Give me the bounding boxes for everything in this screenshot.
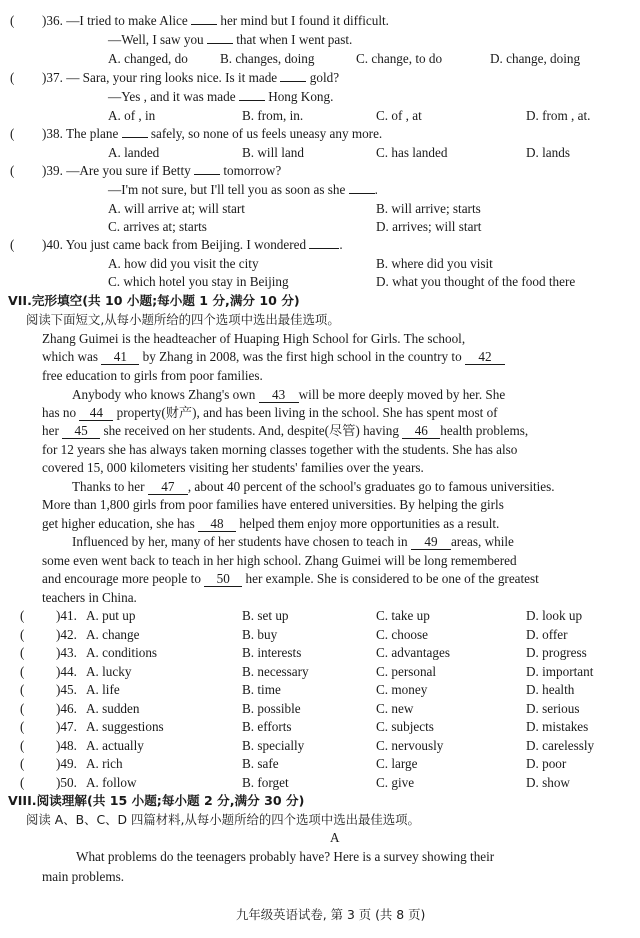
section-instruction: 阅读下面短文,从每小题所给的四个选项中选出最佳选项。 — [26, 312, 340, 327]
answer-paren: ( — [10, 163, 15, 178]
option: B. changes, doing — [220, 51, 315, 66]
answer-paren: ( — [20, 701, 25, 716]
passage-line: some even went back to teach in her high school. Zhang Guimei will be long remembered — [42, 553, 517, 568]
option: C. choose — [376, 627, 429, 642]
option: D. serious — [526, 701, 580, 716]
section-title: VII.完形填空(共 10 小题;每小题 1 分,满分 10 分) — [8, 293, 300, 308]
passage-line: covered 15, 000 kilometers visiting her students' families over the years. — [42, 460, 424, 475]
option: D. from , at. — [526, 108, 591, 123]
blank-49: 49 — [411, 535, 451, 550]
answer-paren: ( — [20, 682, 25, 697]
blank-47: 47 — [148, 480, 188, 495]
cloze-number: )44. — [56, 664, 77, 679]
blank-45: 45 — [62, 424, 100, 439]
cloze-number: )47. — [56, 719, 77, 734]
cloze-number: )50. — [56, 775, 77, 790]
cloze-number: )49. — [56, 756, 77, 771]
option: B. efforts — [242, 719, 292, 734]
passage-line: free education to girls from poor families. — [42, 368, 263, 383]
option: A. conditions — [86, 645, 158, 660]
passage-line: teachers in China. — [42, 590, 137, 605]
section-title: VIII.阅读理解(共 15 小题;每小题 2 分,满分 30 分) — [8, 793, 305, 808]
question-36-line2: —Well, I saw you that when I went past. — [108, 32, 353, 47]
passage-line: has no 44 property(财产), and has been living in the school. She has spent most of — [42, 405, 498, 420]
option: A. change — [86, 627, 140, 642]
option: A. suggestions — [86, 719, 164, 734]
blank-41: 41 — [101, 350, 139, 365]
option: D. poor — [526, 756, 567, 771]
option: A. changed, do — [108, 51, 188, 66]
option: C. which hotel you stay in Beijing — [108, 274, 289, 289]
question-39: )39. —Are you sure if Betty tomorrow? — [42, 163, 282, 178]
option: A. life — [86, 682, 120, 697]
cloze-number: )43. — [56, 645, 77, 660]
cloze-number: )45. — [56, 682, 77, 697]
option: B. where did you visit — [376, 256, 493, 271]
answer-paren: ( — [10, 70, 15, 85]
option: C. money — [376, 682, 428, 697]
passage-line: Thanks to her 47 , about 40 percent of the school's graduates go to famous universities. — [72, 479, 555, 494]
option: D. show — [526, 775, 570, 790]
option: A. rich — [86, 756, 123, 771]
option: B. necessary — [242, 664, 309, 679]
passage-line: More than 1,800 girls from poor families have entered universities. By helping the girls — [42, 497, 504, 512]
option: B. from, in. — [242, 108, 304, 123]
option: B. specially — [242, 738, 305, 753]
section-instruction: 阅读 A、B、C、D 四篇材料,从每小题所给的四个选项中选出最佳选项。 — [26, 812, 420, 827]
passage-line: for 12 years she has always taken morning classes together with the students. She has also — [42, 442, 518, 457]
option: A. actually — [86, 738, 144, 753]
option: C. new — [376, 701, 414, 716]
answer-paren: ( — [10, 13, 15, 28]
option: D. offer — [526, 627, 568, 642]
option: D. health — [526, 682, 575, 697]
answer-paren: ( — [20, 627, 25, 642]
passage-line: and encourage more people to 50 her example. She is considered to be one of the greatest — [42, 571, 539, 586]
option: D. lands — [526, 145, 570, 160]
passage-letter: A — [330, 830, 340, 845]
passage-line: Zhang Guimei is the headteacher of Huaping High School for Girls. The school, — [42, 331, 466, 346]
blank-48: 48 — [198, 517, 236, 532]
option: A. will arrive at; will start — [108, 201, 245, 216]
question-38: )38. The plane safely, so none of us feels uneasy any more. — [42, 126, 383, 141]
option: C. change, to do — [356, 51, 443, 66]
question-37-line2: —Yes , and it was made Hong Kong. — [108, 89, 334, 104]
page-footer: 九年级英语试卷, 第 3 页 (共 8 页) — [236, 907, 426, 922]
option: C. has landed — [376, 145, 448, 160]
option: D. change, doing — [490, 51, 581, 66]
option: D. mistakes — [526, 719, 589, 734]
option: D. progress — [526, 645, 587, 660]
passage-line: What problems do the teenagers probably have? Here is a survey showing their — [76, 849, 495, 864]
option: C. of , at — [376, 108, 422, 123]
cloze-number: )48. — [56, 738, 77, 753]
blank-43: 43 — [259, 388, 299, 403]
option: C. personal — [376, 664, 437, 679]
option: C. take up — [376, 608, 430, 623]
cloze-number: )46. — [56, 701, 77, 716]
passage-line: her 45 she received on her students. And, despite(尽管) having 46 health problems, — [42, 423, 529, 438]
option: C. large — [376, 756, 418, 771]
passage-line: Influenced by her, many of her students have chosen to teach in 49 areas, while — [72, 534, 514, 549]
answer-paren: ( — [10, 237, 15, 252]
option: C. arrives at; starts — [108, 219, 207, 234]
answer-paren: ( — [20, 645, 25, 660]
option: C. advantages — [376, 645, 450, 660]
answer-paren: ( — [20, 608, 25, 623]
option: B. will land — [242, 145, 304, 160]
option: B. interests — [242, 645, 302, 660]
option: B. possible — [242, 701, 301, 716]
question-40: )40. You just came back from Beijing. I wondered . — [42, 237, 343, 252]
option: D. carelessly — [526, 738, 595, 753]
option: A. of , in — [108, 108, 156, 123]
option: A. how did you visit the city — [108, 256, 259, 271]
blank-42: 42 — [465, 350, 505, 365]
option: C. give — [376, 775, 415, 790]
option: A. follow — [86, 775, 137, 790]
option: A. sudden — [86, 701, 140, 716]
question-39-line2: —I'm not sure, but I'll tell you as soon as she . — [108, 182, 378, 197]
option: B. forget — [242, 775, 289, 790]
question-37: )37. — Sara, your ring looks nice. Is it made gold? — [42, 70, 340, 85]
blank-50: 50 — [204, 572, 242, 587]
option: D. important — [526, 664, 594, 679]
option: D. what you thought of the food there — [376, 274, 576, 289]
option: B. will arrive; starts — [376, 201, 481, 216]
passage-line: Anybody who knows Zhang's own 43 will be more deeply moved by her. She — [72, 387, 506, 402]
question-36: )36. —I tried to make Alice her mind but I found it difficult. — [42, 13, 389, 28]
option: D. arrives; will start — [376, 219, 482, 234]
answer-paren: ( — [20, 775, 25, 790]
answer-paren: ( — [20, 756, 25, 771]
answer-paren: ( — [10, 126, 15, 141]
option: B. time — [242, 682, 281, 697]
option: C. subjects — [376, 719, 434, 734]
option: D. look up — [526, 608, 583, 623]
option: A. landed — [108, 145, 160, 160]
option: C. nervously — [376, 738, 444, 753]
option: B. safe — [242, 756, 279, 771]
option: B. set up — [242, 608, 289, 623]
option: A. lucky — [86, 664, 132, 679]
passage-line: which was 41 by Zhang in 2008, was the first high school in the country to 42 — [42, 348, 505, 366]
cloze-number: )42. — [56, 627, 77, 642]
answer-paren: ( — [20, 719, 25, 734]
option: A. put up — [86, 608, 136, 623]
answer-paren: ( — [20, 664, 25, 679]
passage-line: main problems. — [42, 869, 125, 884]
blank-44: 44 — [79, 406, 113, 421]
cloze-number: )41. — [56, 608, 77, 623]
blank-46: 46 — [402, 424, 440, 439]
option: B. buy — [242, 627, 278, 642]
passage-line: get higher education, she has 48 helped them enjoy more opportunities as a result. — [42, 516, 500, 531]
answer-paren: ( — [20, 738, 25, 753]
